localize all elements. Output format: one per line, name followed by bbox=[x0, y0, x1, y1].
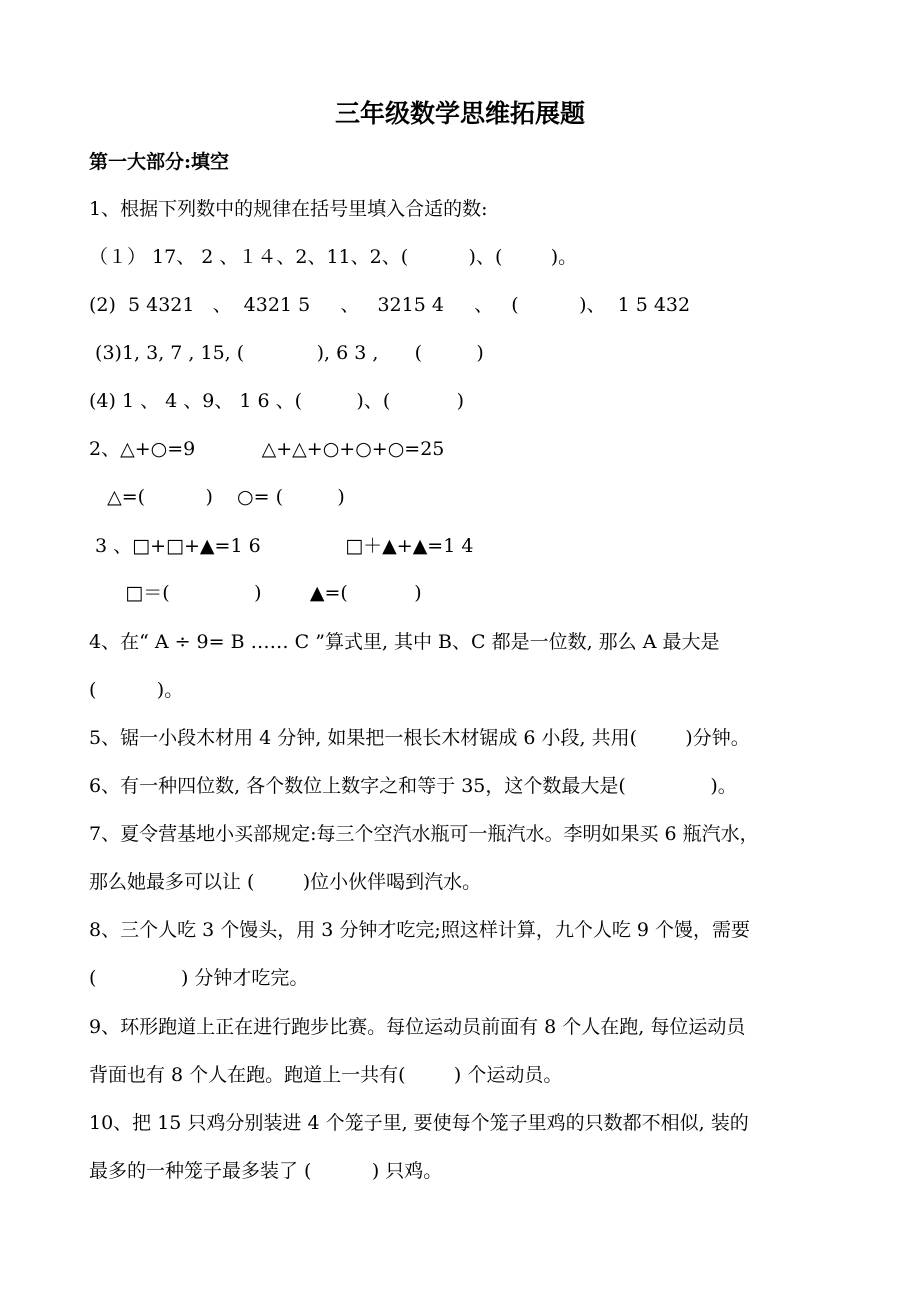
question-1-intro: 1、根据下列数中的规律在括号里填入合适的数: bbox=[89, 198, 488, 220]
question-8-text-2: ( ) 分钟才吃完。 bbox=[89, 967, 309, 989]
question-3-answers: □＝( ) ▲=( ) bbox=[89, 582, 422, 604]
question-1-part-3: (3)1, 3, 7 , 15, ( ), 6 3 , ( ) bbox=[89, 342, 484, 364]
question-4-blank: ( )。 bbox=[89, 679, 184, 701]
question-1-part-2: (2) 5 4321 、 4321 5 、 3215 4 、 ( )、 1 5 432 bbox=[89, 294, 691, 316]
question-7-text-2: 那么她最多可以让 ( )位小伙伴喝到汽水。 bbox=[89, 871, 482, 893]
question-3-equations: 3 、□+□+▲=1 6 □＋▲+▲=1 4 bbox=[89, 535, 474, 557]
question-8-text-1: 8、三个人吃 3 个馒头，用 3 分钟才吃完;照这样计算，九个人吃 9 个馒，需要 bbox=[89, 919, 750, 941]
question-9-text-1: 9、环形跑道上正在进行跑步比赛。每位运动员前面有 8 个人在跑, 每位运动员 bbox=[89, 1016, 746, 1038]
question-1-part-4: (4) 1 、 4 、9、 1 6 、( )、( ) bbox=[89, 390, 465, 412]
question-1-part-1: （１） 17、 2 、１４、2、11、2、( )、( )。 bbox=[89, 246, 578, 268]
question-4-text: 4、在“ A ÷ 9= B …… C ”算式里, 其中 B、C 都是一位数, 那么 A 最大是 bbox=[89, 631, 720, 653]
page-title: 三年级数学思维拓展题 bbox=[334, 99, 585, 128]
question-7-text-1: 7、夏令营基地小买部规定:每三个空汽水瓶可一瓶汽水。李明如果买 6 瓶汽水， bbox=[89, 823, 759, 845]
question-10-text-2: 最多的一种笼子最多装了 ( ) 只鸡。 bbox=[89, 1160, 443, 1182]
question-9-text-2: 背面也有 8 个人在跑。跑道上一共有( ) 个运动员。 bbox=[89, 1064, 563, 1086]
question-6-text: 6、有一种四位数, 各个数位上数字之和等于 35，这个数最大是( )。 bbox=[89, 775, 737, 797]
question-2-answers: △=( ) ○= ( ) bbox=[89, 486, 345, 508]
question-5-text: 5、锯一小段木材用 4 分钟, 如果把一根长木材锯成 6 小段, 共用( )分钟。 bbox=[89, 727, 750, 749]
question-2-equations: 2、△+○=9 △+△+○+○+○=25 bbox=[89, 438, 445, 460]
section-heading: 第一大部分:填空 bbox=[89, 151, 230, 173]
question-10-text-1: 10、把 15 只鸡分别装进 4 个笼子里, 要使每个笼子里鸡的只数都不相似, 装的 bbox=[89, 1112, 749, 1134]
